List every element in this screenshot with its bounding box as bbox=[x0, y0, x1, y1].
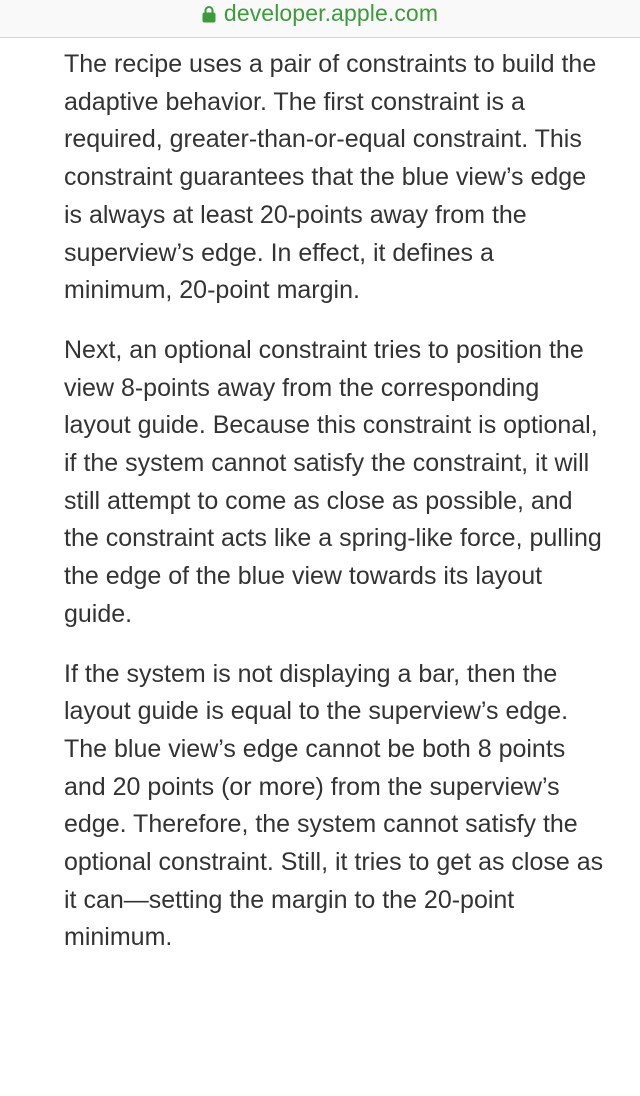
paragraph-3: If the system is not displaying a bar, then the layout guide is equal to the superview’s edge. The blue view’s edge cannot be both 8 points and 20 points (or more) from the superview’s edge. Therefore, the system cannot satisfy the optional constraint. Still, it tries to get as close as it can—setting the margin to the 20-point minimum. bbox=[64, 659, 604, 952]
address-bar[interactable] bbox=[0, 0, 640, 38]
lock-icon bbox=[202, 5, 216, 23]
url-display[interactable] bbox=[202, 0, 438, 27]
article-body bbox=[64, 46, 604, 979]
paragraph-1: The recipe uses a pair of constraints to build the adaptive behavior. The first constraint is a required, greater-than-or-equal constraint. This constraint guarantees that the blue view’s edge is always at least 20-points away from the superview’s edge. In effect, it defines a minimum, 20-point margin. bbox=[64, 50, 597, 305]
url-text: developer.apple.com bbox=[223, 0, 439, 26]
paragraph-2: Next, an optional constraint tries to position the view 8-points away from the corresponding layout guide. Because this constraint is optional, if the system cannot satisfy the constraint, it will still attempt to come as close as possible, and the constraint acts like a spring-like force, pulling the edge of the blue view towards its layout guide. bbox=[64, 335, 602, 628]
